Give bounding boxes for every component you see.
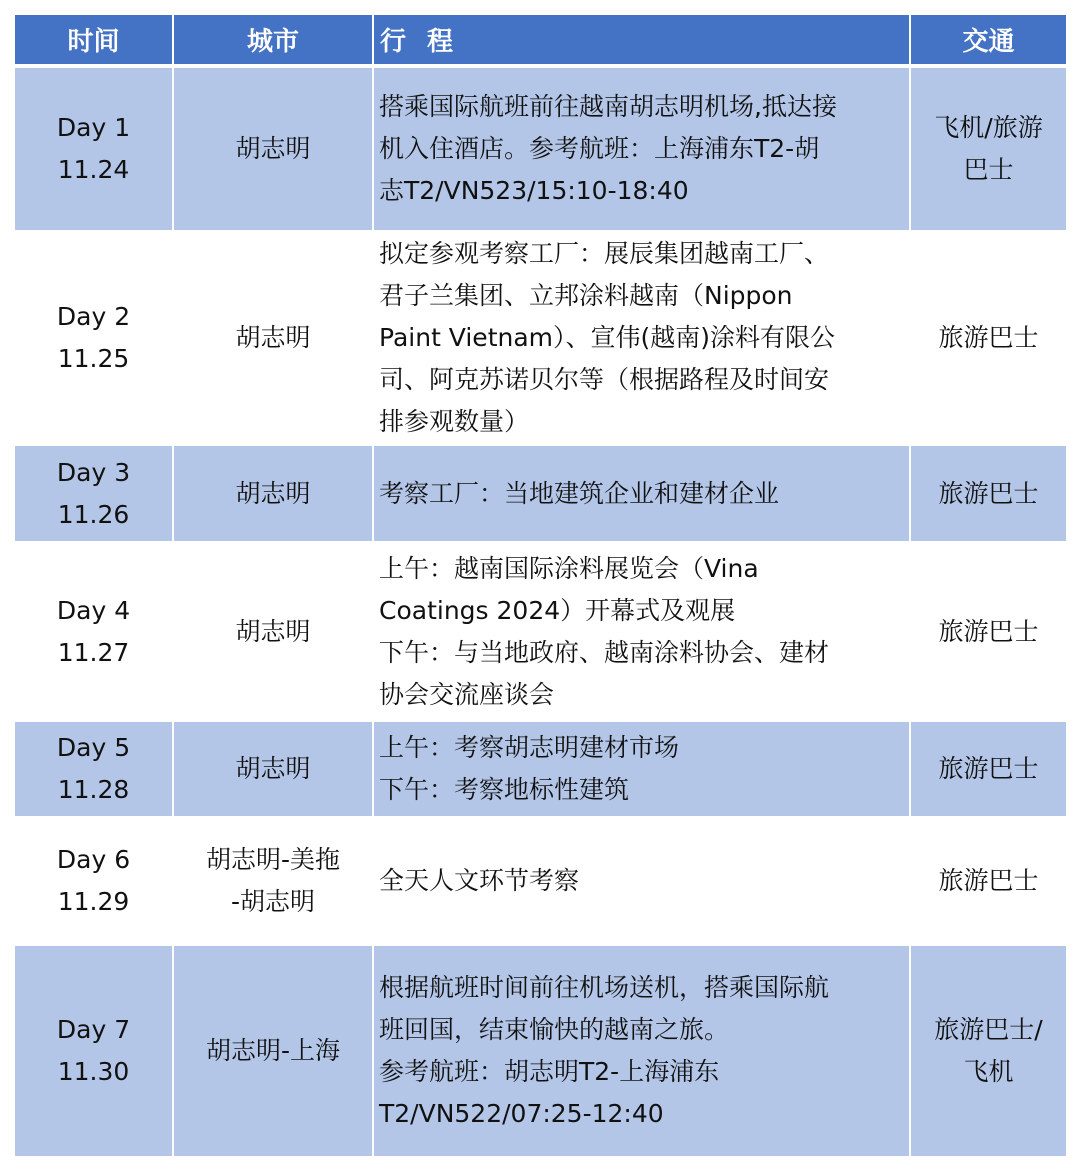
table-row <box>14 542 1067 721</box>
date-label: 11.28 <box>57 775 130 804</box>
route-line: 上午：考察胡志明建材市场 <box>379 733 680 762</box>
header-transport: 交通 <box>910 14 1067 66</box>
day-label: Day 5 <box>56 733 131 762</box>
city-cell <box>173 542 373 721</box>
city-cell <box>173 721 373 817</box>
transport-text: 旅游巴士 <box>938 323 1039 352</box>
transport-cell <box>910 721 1067 817</box>
city-cell <box>173 231 373 445</box>
city-text: 胡志明 <box>235 616 311 646</box>
transport-text: 旅游巴士 <box>938 478 1039 508</box>
route-cell <box>373 445 910 542</box>
route-line: Paint Vietnam）、宣伟(越南)涂料有限公 <box>379 323 836 352</box>
route-line: 排参观数量） <box>379 407 530 436</box>
header-time: 时间 <box>14 14 173 66</box>
table-row <box>14 445 1067 542</box>
transport-text: 飞机 <box>963 1057 1014 1086</box>
transport-cell <box>910 66 1067 231</box>
city-text: 胡志明-美拖 <box>205 845 341 874</box>
header-city: 城市 <box>173 14 373 66</box>
time-cell <box>14 817 173 945</box>
route-line: 根据航班时间前往机场送机，搭乘国际航 <box>379 973 830 1002</box>
day-label: Day 2 <box>56 302 131 331</box>
date-label: 11.27 <box>57 637 130 667</box>
table-row <box>14 817 1067 945</box>
city-cell <box>173 817 373 945</box>
route-line: 搭乘国际航班前往越南胡志明机场,抵达接 <box>379 92 837 121</box>
table-row <box>14 945 1067 1157</box>
transport-text: 飞机/旅游 <box>934 113 1043 142</box>
city-cell <box>173 945 373 1157</box>
transport-text: 旅游巴士/ <box>934 1015 1043 1044</box>
table-row <box>14 721 1067 817</box>
route-line: 下午：与当地政府、越南涂料协会、建材 <box>379 637 830 667</box>
transport-text: 旅游巴士 <box>938 866 1039 895</box>
date-label: 11.26 <box>57 499 130 529</box>
time-cell <box>14 945 173 1157</box>
table-row <box>14 231 1067 445</box>
city-text: 胡志明 <box>235 478 311 508</box>
day-label: Day 1 <box>56 113 131 142</box>
route-line: Coatings 2024）开幕式及观展 <box>379 595 736 625</box>
day-label: Day 6 <box>56 845 131 874</box>
city-cell <box>173 66 373 231</box>
header-row <box>14 14 1067 66</box>
transport-cell <box>910 542 1067 721</box>
route-cell <box>373 817 910 945</box>
city-cell <box>173 445 373 542</box>
route-line: 协会交流座谈会 <box>379 679 555 709</box>
time-cell <box>14 721 173 817</box>
day-label: Day 4 <box>56 595 131 625</box>
time-cell <box>14 66 173 231</box>
route-cell <box>373 542 910 721</box>
date-label: 11.30 <box>57 1057 130 1086</box>
transport-text: 旅游巴士 <box>938 616 1039 646</box>
day-label: Day 3 <box>56 457 131 487</box>
route-line: 考察工厂：当地建筑企业和建材企业 <box>379 478 780 508</box>
city-text: 胡志明 <box>235 134 311 163</box>
route-cell <box>373 721 910 817</box>
header-route: 行 程 <box>373 14 910 66</box>
route-line: 班回国，结束愉快的越南之旅。 <box>379 1015 730 1044</box>
city-text: 胡志明 <box>235 323 311 352</box>
date-label: 11.25 <box>57 344 130 373</box>
transport-cell <box>910 231 1067 445</box>
route-cell <box>373 66 910 231</box>
table-row <box>14 66 1067 231</box>
transport-cell <box>910 445 1067 542</box>
route-cell <box>373 945 910 1157</box>
route-line: 上午：越南国际涂料展览会（Vina <box>379 553 759 583</box>
day-label: Day 7 <box>56 1015 131 1044</box>
date-label: 11.29 <box>57 887 130 916</box>
time-cell <box>14 231 173 445</box>
route-line: 志T2/VN523/15:10-18:40 <box>379 176 689 205</box>
route-line: 君子兰集团、立邦涂料越南（Nippon <box>379 281 793 310</box>
date-label: 11.24 <box>57 155 130 184</box>
route-line: 参考航班：胡志明T2-上海浦东 <box>379 1057 720 1086</box>
route-line: 下午：考察地标性建筑 <box>379 775 630 804</box>
route-line: 全天人文环节考察 <box>379 866 580 895</box>
route-cell <box>373 231 910 445</box>
route-line: 司、阿克苏诺贝尔等（根据路程及时间安 <box>379 365 830 394</box>
transport-text: 旅游巴士 <box>938 754 1039 783</box>
city-text: 胡志明 <box>235 754 311 783</box>
time-cell <box>14 542 173 721</box>
transport-text: 巴士 <box>963 155 1014 184</box>
itinerary-body <box>14 66 1067 1157</box>
transport-cell <box>910 817 1067 945</box>
route-line: 拟定参观考察工厂：展辰集团越南工厂、 <box>379 239 830 268</box>
route-line: 机入住酒店。参考航班：上海浦东T2-胡 <box>379 134 820 163</box>
city-text: -胡志明 <box>230 887 316 916</box>
route-line: T2/VN522/07:25-12:40 <box>379 1099 664 1128</box>
time-cell <box>14 445 173 542</box>
transport-cell <box>910 945 1067 1157</box>
city-text: 胡志明-上海 <box>205 1036 341 1065</box>
itinerary-table <box>13 13 1068 1158</box>
